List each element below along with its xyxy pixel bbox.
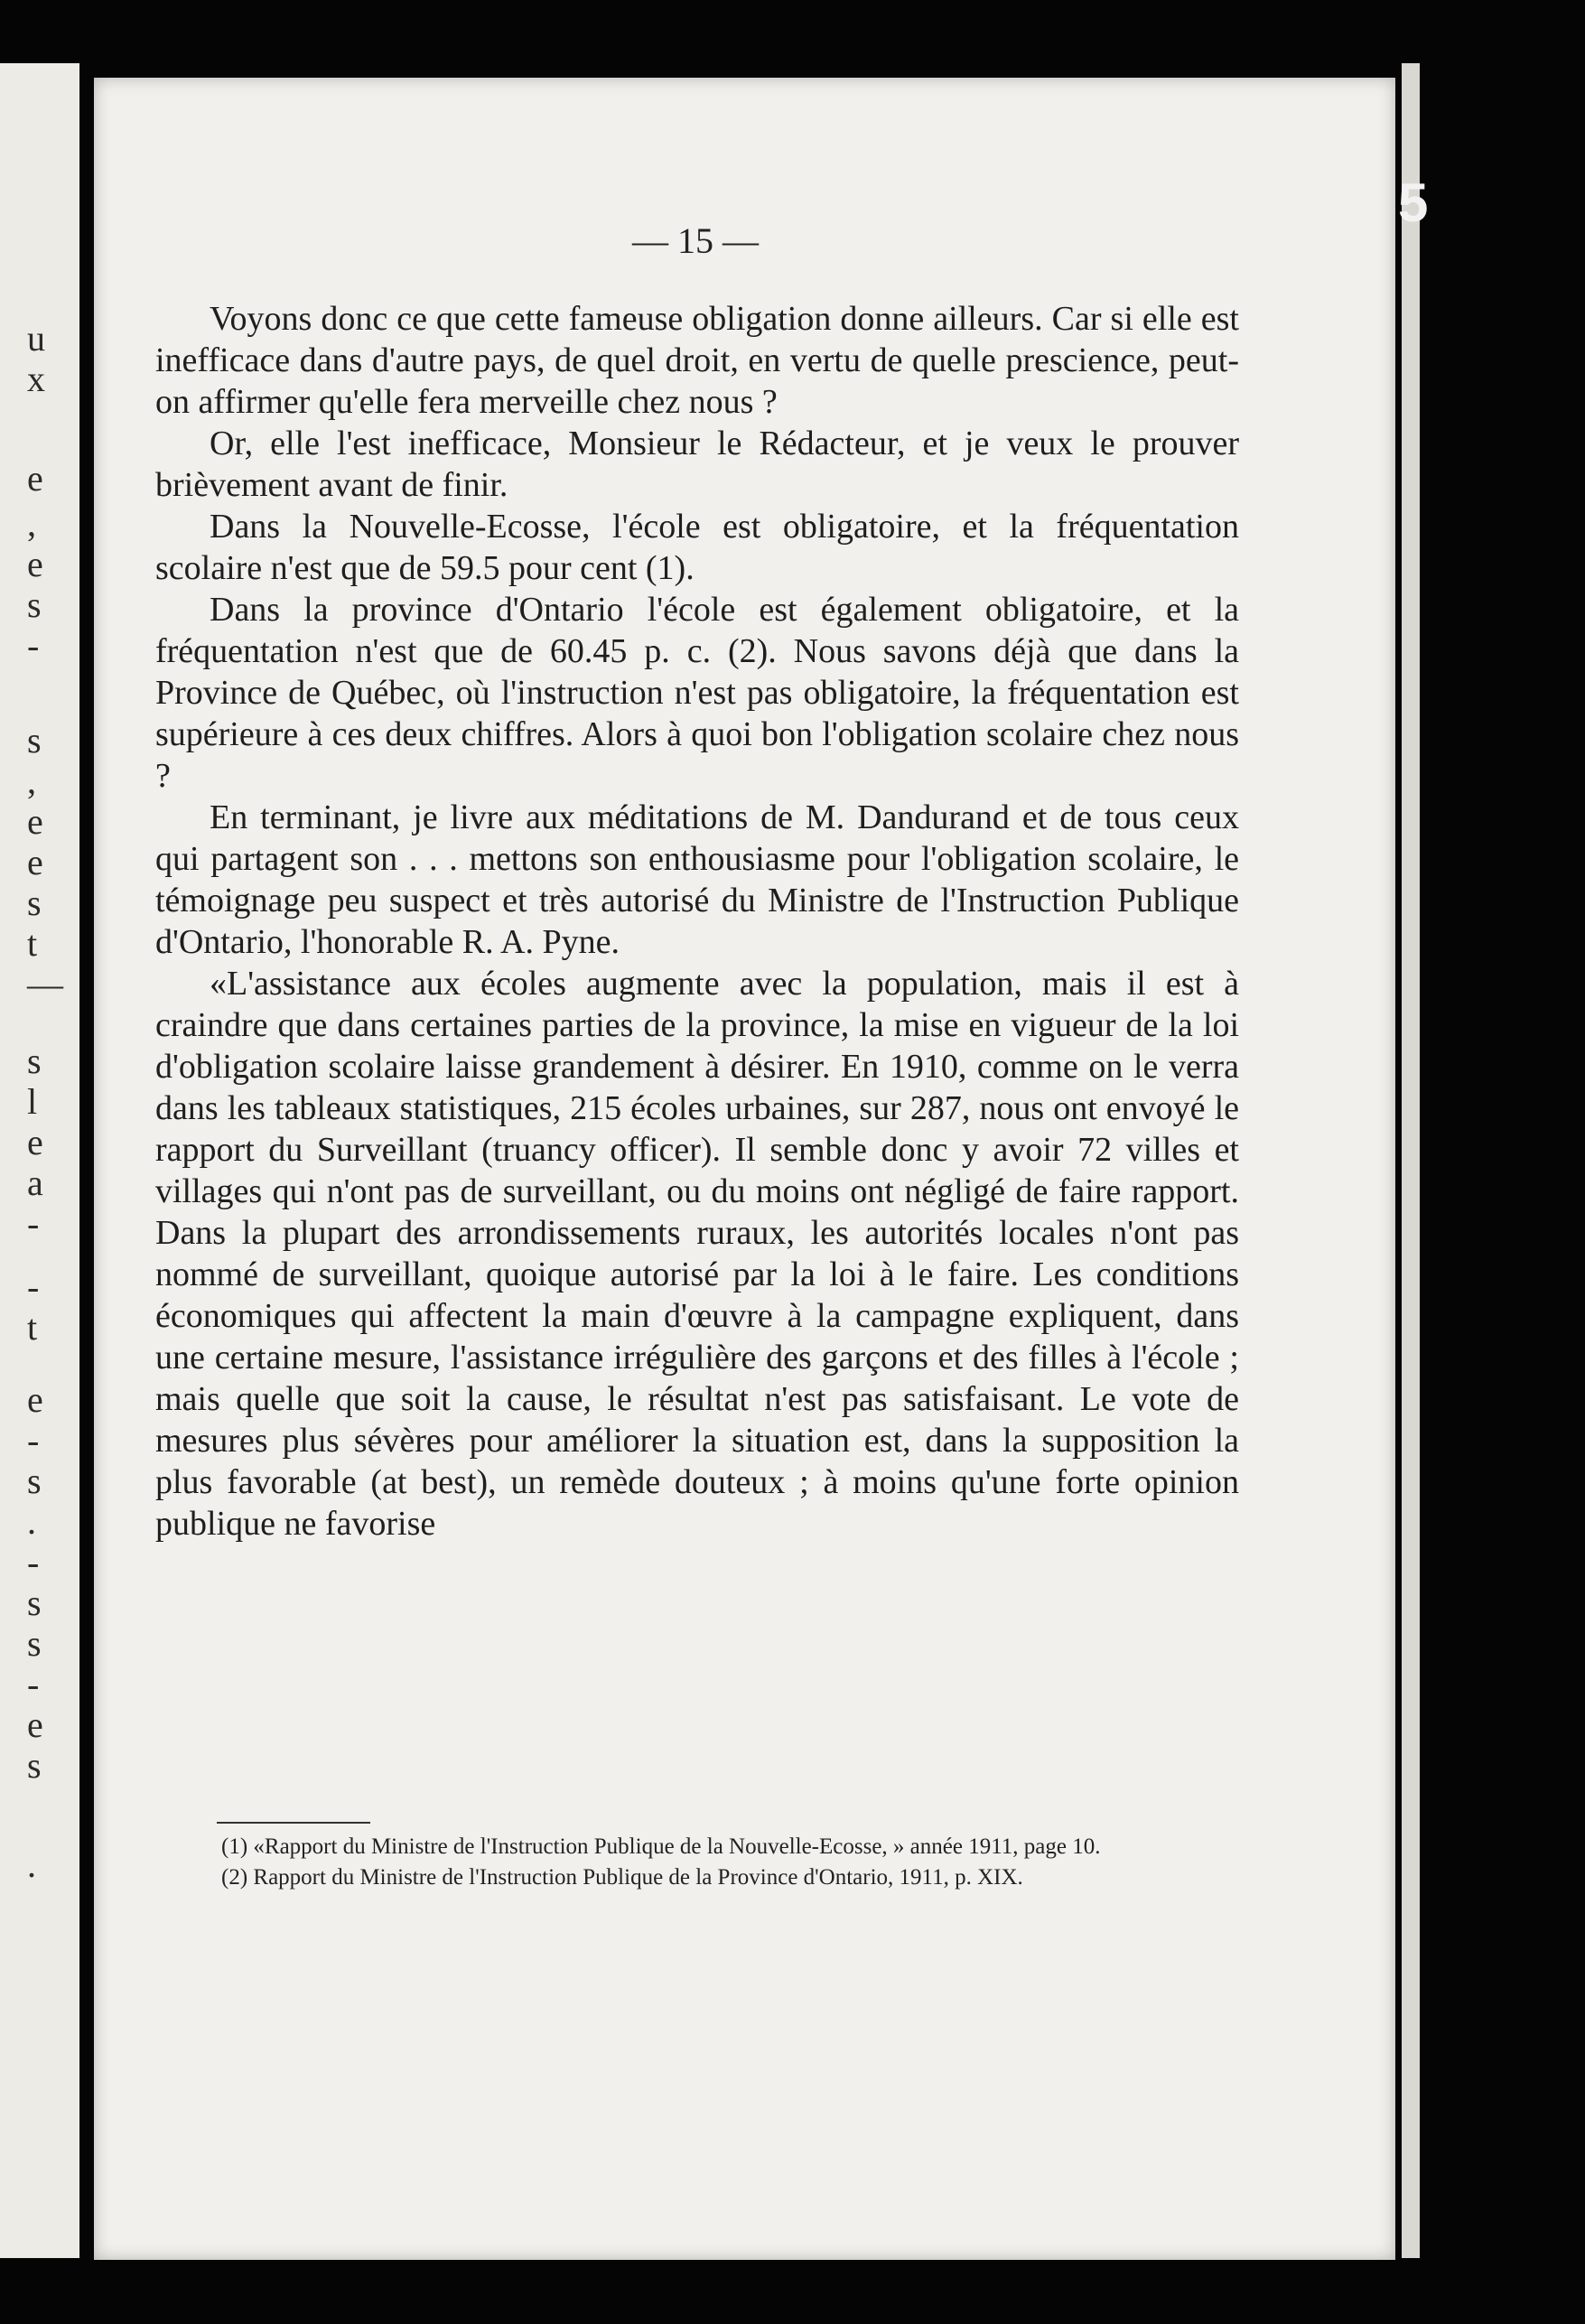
margin-fragment: - (27, 1664, 40, 1704)
margin-fragment: — (27, 964, 63, 1004)
footnote-divider (217, 1822, 370, 1824)
margin-fragment: t (27, 1307, 38, 1348)
margin-fragment: e (27, 801, 43, 842)
footnotes (176, 1834, 1242, 1895)
margin-fragment: s (27, 1582, 42, 1623)
paragraph: Dans la Nouvelle-Ecosse, l'école est obligatoire, et la fréquentation scolaire n'est que de 59.5 pour cent (1). (155, 508, 1239, 587)
paragraph: En terminant, je livre aux méditations de M. Dandurand et de tous ceux qui partagent son . . . mettons son enthousiasme pour l'obligation scolaire, le témoignage peu suspect et très autorisé du Ministre de l'Instruction Publique d'Ontario, l'honorable R. A. Pyne. (155, 798, 1239, 961)
paragraph: Or, elle l'est inefficace, Monsieur le Rédacteur, et je veux le prouver brièvement avant de finir. (155, 425, 1239, 504)
paragraph: Voyons donc ce que cette fameuse obligation donne ailleurs. Car si elle est inefficace dans d'autre pays, de quel droit, en vertu de quelle prescience, peut-on affirmer qu'elle fera merveille chez nous ? (155, 300, 1239, 421)
margin-fragment: - (27, 1266, 40, 1307)
margin-fragment: s (27, 1041, 42, 1081)
margin-fragment: s (27, 584, 42, 625)
margin-fragment: s (27, 882, 42, 923)
margin-fragment: e (27, 544, 43, 584)
body-text (155, 298, 1239, 1545)
margin-fragment: - (27, 625, 40, 666)
right-page-edge (1402, 63, 1420, 2258)
margin-fragment: t (27, 923, 38, 964)
margin-fragment: - (27, 1542, 40, 1582)
margin-fragment: x (27, 359, 45, 399)
margin-fragment: . (27, 1844, 36, 1885)
margin-fragment: s (27, 1745, 42, 1786)
margin-fragment: e (27, 842, 43, 882)
margin-fragment: e (27, 1379, 43, 1420)
page-number: — 15 — (632, 220, 759, 261)
margin-fragment: - (27, 1203, 40, 1244)
margin-fragment: s (27, 1461, 42, 1501)
margin-fragment: l (27, 1081, 38, 1122)
margin-fragment: s (27, 1623, 42, 1664)
margin-fragment: , (27, 503, 36, 544)
footnote: (2) Rapport du Ministre de l'Instruction Publique de la Province d'Ontario, 1911, p. XIX. (221, 1865, 1023, 1890)
paragraph: «L'assistance aux écoles augmente avec la population, mais il est à craindre que dans certaines parties de la province, la mise en vigueur de la loi d'obligation scolaire laisse grandement à désirer. En 1910, comme on le verra dans les tableaux statistiques, 215 écoles urbaines, sur 287, nous ont envoyé le rapport du Surveillant (truancy officer). Il semble donc y avoir 72 villes et villages qui n'ont pas de surveillant, ou du moins ont négligé de faire rapport. Dans la plupart des arrondissements ruraux, les autorités locales n'ont pas nommé de surveillant, quoique autorisé par la loi à le faire. Les conditions économiques qui affectent la main d'œuvre à la campagne expliquent, dans une certaine mesure, l'assistance irrégulière des garçons et des filles à l'école ; mais quelle que soit la cause, le résultat n'est pas satisfaisant. Le vote de mesures plus sévères pour améliorer la situation est, dans la supposition la plus favorable (at best), un remède douteux ; à moins qu'une forte opinion publique ne favorise (155, 965, 1239, 1543)
margin-fragment: . (27, 1501, 36, 1542)
margin-fragment: e (27, 458, 43, 499)
margin-fragment: s (27, 720, 42, 761)
margin-fragment: - (27, 1420, 40, 1461)
margin-fragment: u (27, 318, 45, 359)
paragraph: Dans la province d'Ontario l'école est également obligatoire, et la fréquentation n'est que de 60.45 p. c. (2). Nous savons déjà que dans la Province de Québec, où l'instruction n'est pas obligatoire, la fréquentation est supérieure à ces deux chiffres. Alors à quoi bon l'obligation scolaire chez nous ? (155, 591, 1239, 795)
margin-fragment: , (27, 761, 36, 801)
corner-mark: 5 (1398, 173, 1429, 233)
margin-fragment: e (27, 1704, 43, 1745)
margin-fragment: e (27, 1122, 43, 1162)
footnote: (1) «Rapport du Ministre de l'Instruction Publique de la Nouvelle-Ecosse, » année 1911, page 10. (221, 1834, 1101, 1859)
margin-fragment: a (27, 1162, 43, 1203)
